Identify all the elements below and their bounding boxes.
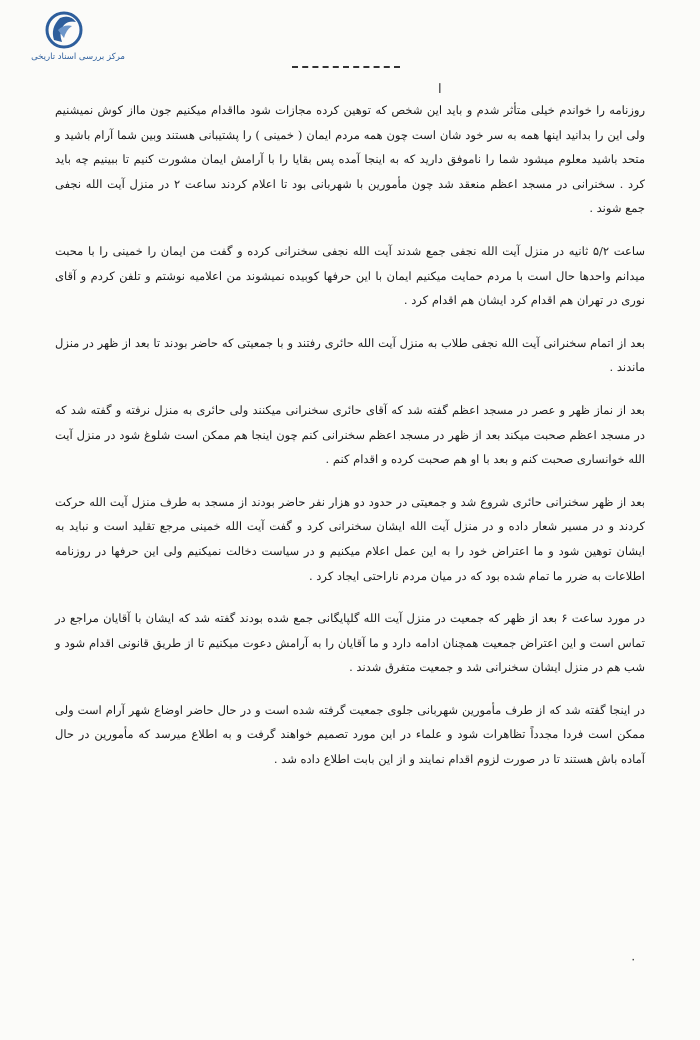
top-divider [292,66,400,71]
paragraph: بعد از اتمام سخنرانی آیت الله نجفی طلاب به منزل آیت الله حائری رفتند و با جمعیتی که حاضر بودند تا بعد از ظهر در منزل ماندند . [55,335,645,375]
paragraph: بعد از ظهر سخنرانی حائری شروع شد و جمعیتی در حدود دو هزار نفر حاضر بودند از مسجد به طرف منزل آیت الله حرکت کردند و در مسیر شعار داده و در منزل آیت الله ایشان سخنرانی کرد و گفت آیت الله خمینی مرجع تقلید است و نباید به ایشان توهین شود و ما اعتراض خود را به این عمل اعلام میکنیم و در سیاست دخالت نمیکنیم ولی این حرفها در روزنامه اطلاعات به ضرر ما تمام شده بود که در میان مردم ناراحتی ایجاد کرد . [55,494,645,583]
paragraph: در اینجا گفته شد که از طرف مأمورین شهربانی جلوی جمعیت گرفته شده است و در حال حاضر اوضاع شهر آرام است ولی ممکن است فردا مجدداً تظاهرات شود و علماء در این مورد تصمیم خواهند گرفت و به اطلاع میرسد که مأمورین در حال آماده باش هستند تا در صورت لزوم اقدام نمایند و از این بابت اطلاع داده شد . [55,702,645,767]
scan-mark: ٠ [630,952,637,966]
archive-logo-text: مرکز بررسی اسناد تاریخی [31,52,125,62]
paragraph: ساعت ۵/۲ ثانیه در منزل آیت الله نجفی جمع شدند آیت الله نجفی سخنرانی کرده و گفت من ایمان را خمینی را با محبت میدانم واحدها حال است با مردم حمایت میکنیم ایمان با این حرفها کوبیده نمیشوند من اعلامیه نوشتم و تلفن کردم و آقای نوری در تهران هم اقدام کرد ایشان هم اقدام کرد . [55,243,645,308]
paragraph: بعد از نماز ظهر و عصر در مسجد اعظم گفته شد که آقای حائری سخنرانی میکنند ولی حائری به منزل نرفته و گفته شد که در مسجد اعظم صحبت میکند بعد از ظهر در مسجد اعظم سخنرانی کنم چون اینجا هم ممکن است شلوغ شود در منزل آیت الله خوانساری صحبت کنم و بعد با او هم صحبت کرده و اقدام کنم . [55,402,645,467]
paragraph: روزنامه را خواندم خیلی متأثر شدم و باید این شخص که توهین کرده مجازات شود مااقدام میکنیم جون مااز کوش نمیشنیم ولی این را بدانید اینها همه به سر خود شان است چون همه مردم ایمان ( خمینی ) را پشتیبانی هستند وبین شما آرام باشید و متحد باشید معلوم میشود شما را ناموفق دارید که به اینجا آمده پس بقایا را با آرامش ایمان مشورت کنیم تا ببینیم چه باید کرد . سخنرانی در مسجد اعظم منعقد شد چون مأمورین با شهربانی بود تا اعلام کردند ساعت ۲ در منزل آیت الله نجفی جمع شوند . [55,103,645,216]
archive-logo [18,10,128,65]
archive-logo-icon [40,10,84,50]
document-body [55,98,645,790]
paragraph: در مورد ساعت ۶ بعد از ظهر که جمعیت در منزل آیت الله گلپایگانی جمع شده بودند گفته شد که ایشان با آقایان مراجع در تماس است و این اعتراض جمعیت همچنان ادامه دارد و ما آقایان را به آرامش دعوت میکنیم تا از طریق قانونی اقدام شود و شب هم در منزل ایشان سخنرانی شد و جمعیت متفرق شدند . [55,611,645,675]
scan-mark: ا [438,82,442,97]
